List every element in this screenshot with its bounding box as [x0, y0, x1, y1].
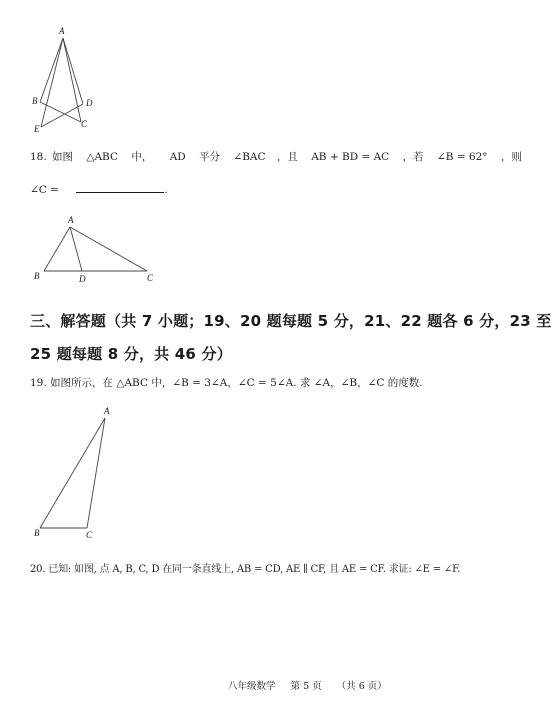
q18-part5: 平分: [199, 151, 221, 163]
footer-total: （共 6 页）: [336, 681, 387, 692]
q18-label-c: C: [147, 273, 154, 283]
q17-label-b: B: [32, 96, 38, 106]
q18-label-a: A: [68, 215, 74, 225]
q18-part1: 如图: [52, 151, 74, 163]
footer-page: 第 5 页: [290, 681, 322, 692]
q20-text: 20. 已知: 如图, 点 A, B, C, D 在同一条直线上, AB = CD, AE ∥ CF, 且 AE = CF. 求证: ∠E = ∠F.: [30, 564, 461, 575]
q18-period: .: [164, 184, 168, 196]
q17-label-e: E: [34, 124, 40, 134]
q19-text: 19. 如图所示，在 △ABC 中，∠B = 3∠A，∠C = 5∠A. 求 ∠A，∠B，∠C 的度数.: [30, 377, 423, 389]
q18-part11: ，则: [500, 151, 522, 163]
q18-part4: AD: [169, 151, 186, 163]
footer-subject: 八年级数学: [228, 681, 276, 692]
q18-part9: ，若: [402, 151, 424, 163]
section-3-heading-line2: 25 题每题 8 分，共 46 分）: [30, 345, 232, 363]
q17-label-c: C: [81, 119, 88, 129]
q18-part7: ，且: [276, 151, 298, 163]
q18-label-d: D: [79, 274, 86, 284]
q18-part3: 中，: [131, 151, 153, 163]
q18-part2: △ABC: [86, 151, 118, 163]
q19-segment-ac: [87, 418, 105, 528]
q18-number: 18.: [30, 151, 47, 163]
q17-label-a: A: [59, 26, 65, 36]
q19-label-a: A: [104, 406, 110, 416]
q19-label-c: C: [86, 530, 93, 540]
section-3-heading-line1: 三、解答题（共 7 小题；19、20 题每题 5 分，21、22 题各 6 分，23 至: [30, 312, 551, 330]
q18-part8: AB + BD = AC: [311, 151, 390, 163]
q18-label-b: B: [34, 271, 40, 281]
q18-angle-c: ∠C =: [30, 184, 59, 196]
q18-part10: ∠B = 62°: [436, 151, 488, 163]
page-footer: [228, 678, 387, 692]
q17-label-d: D: [86, 98, 93, 108]
q19-segment-ab: [40, 418, 105, 528]
q19-label-b: B: [34, 528, 40, 538]
q18-part6: ∠BAC: [233, 151, 266, 163]
